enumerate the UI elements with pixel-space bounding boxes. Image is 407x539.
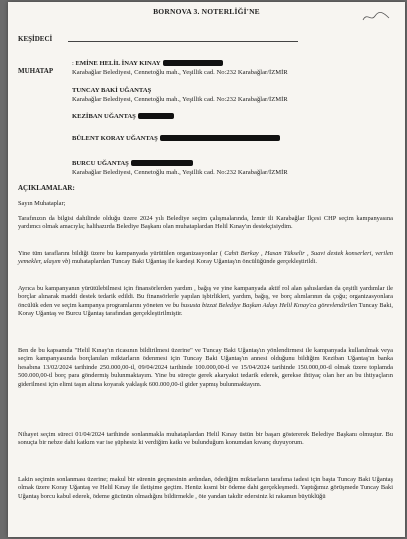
party-name: TUNCAY BAKİ UĞANTAŞ xyxy=(72,87,152,94)
party-address: Karabağlar Belediyesi, Cennetoğlu mah., Yeşillik cad. No:232 Karabağlar/İZMİR xyxy=(72,68,288,76)
party-address: Karabağlar Belediyesi, Cennetoğlu mah., Yeşillik cad. No:232 Karabağlar/İZMİR xyxy=(72,168,288,176)
party-4 xyxy=(72,135,280,144)
party-name: BÜLENT KORAY UĞANTAŞ xyxy=(72,135,158,142)
party-5 xyxy=(72,160,288,177)
party-address: Karabağlar Belediyesi, Cennetoğlu mah., Yeşillik cad. No:232 Karabağlar/İZMİR xyxy=(72,95,288,103)
redaction-bar xyxy=(163,60,223,66)
aciklamalar-heading: AÇIKLAMALAR: xyxy=(18,184,75,192)
kesideci-line xyxy=(68,41,298,42)
party-3 xyxy=(72,113,174,122)
muhatap-label: MUHATAP xyxy=(18,67,54,75)
page-title: BORNOVA 3. NOTERLİĞİ'NE xyxy=(153,7,260,16)
paragraph-1: Tarafınızın da bilgisi dahilinde olduğu üzere 2024 yılı Belediye seçim çalışmalarında, İzmir ili Karabağlar İlçesi CHP seçim kampanyasına yardımcı olmak amacıyla; halihazırda Belediye Başkanı olan muhataplardan Helil Kınay'ın destekçisiydim. xyxy=(18,215,393,231)
paragraph-6: Lakin seçimin sonlanması üzerine; makul bir sürenin geçmesinin ardından, ödediğim miktarların tarafıma iadesi için başta Tuncay Baki Uğantaş olmak üzere Koray Uğantaş ve Helil Kınay ile iletişime geçtim. Henüz kısmi bir ödeme dahi gerçekleşmedi. Yaptığımız görüşmede Tuncay Baki Uğantaş borcu kabul ederek, ödeme gücünün olmadığını bildirmekle , öte yandan takdir edersiniz ki rakamın büyüklüğü xyxy=(18,476,393,500)
salutation: Sayın Muhataplar; xyxy=(18,200,66,207)
redaction-bar xyxy=(160,135,280,141)
party-1: : EMİNE HELİL İNAY KINAY Karabağlar Belediyesi, Cennetoğlu mah., Yeşillik cad. No:232 Karabağlar/İZMİR xyxy=(72,60,288,76)
party-name: KEZİBAN UĞANTAŞ xyxy=(72,113,136,120)
paragraph-4: Ben de bu kapsamda "Helil Kınay'ın ricasının bildirilmesi üzerine" ve Tuncay Baki Uğantaş'ın yönlendirmesi ile kampanyada kullanılmak veya seçim kampanyasında borçlanılan miktarların ödenmesi için Tuncay Baki Uğantaş'ın annesi olduğunu bildiğim Keziban Uğantaş'ın banka hesabına 13/02/2024 tarihinde 250.000,00-tl, 09/04/2024 tarihinde 100.000,00-tl ve 15/04/2024 tarihinde 150.000,00-tl olmak üzere toplamda 500.000,00-tl borç para göndermiş bulunmaktayım. Yine bu süreçte gerek akaryakıt tedarik ederek, gerekse ihtiyaç olan her an bu ihtiyaçların giderilmesi için elimi taşın altına koyarak yaklaşık 600.000,00-tl gider yapmış bulunmaktayım. xyxy=(18,347,393,388)
kesideci-label: KEŞİDECİ xyxy=(18,35,53,43)
party-name: BURCU UĞANTAŞ xyxy=(72,160,129,167)
party-name: EMİNE HELİL İNAY KINAY xyxy=(75,60,161,67)
party-2 xyxy=(72,87,288,104)
notice-page xyxy=(8,2,405,537)
redaction-bar xyxy=(138,113,174,119)
paragraph-5: Nihayet seçim süreci 01/04/2024 tarihinde sonlanmakla muhataplardan Helil Kınay üstün bir başarı göstererek Belediye Başkanı olmuştur. Bu sonuçta bir nebze dahi katkım var ise şüphesiz ki verdiğim katkı ve bulunduğum konumdan kıvanç duyuyorum. xyxy=(18,431,393,447)
paragraph-3: Ayrıca bu kampanyanın yürütülebilmesi için finansörlerden yardım , bağış ve yine kampanyada aktif rol alan şahıslardan da çeşitli yardımlar ile borçlar alınarak maddi destek tedarik edildi. Bu finansörlerle yapılan işbirlikleri, yardım, bağış, ve borç alımlarının da çoğu; organizasyonlara öncülük eden ve seçim kampanya programlarını yöneten ve bu hususta bizzat Belediye Başkan Adayı Helil Kınay'ca görevlendirilen Tuncay Baki, Koray Uğantaş ve Burcu Uğantaş tarafından gerçekleştirilmiştir. xyxy=(18,285,394,318)
paragraph-2: Yine tüm taraflarını bildiği üzere bu kampanyada yürütülen organizasyonlar ( Cahit Berkay , Hasan Yükselir , Suavi destek konserleri, verilen yemekler, ulaşım vb) muhataplardan Tuncay Baki Uğantaş ile kardeşi Koray Uğantaş'ın öncülüğünde gerçekleştirildi. xyxy=(18,250,393,266)
redaction-bar xyxy=(131,160,193,166)
